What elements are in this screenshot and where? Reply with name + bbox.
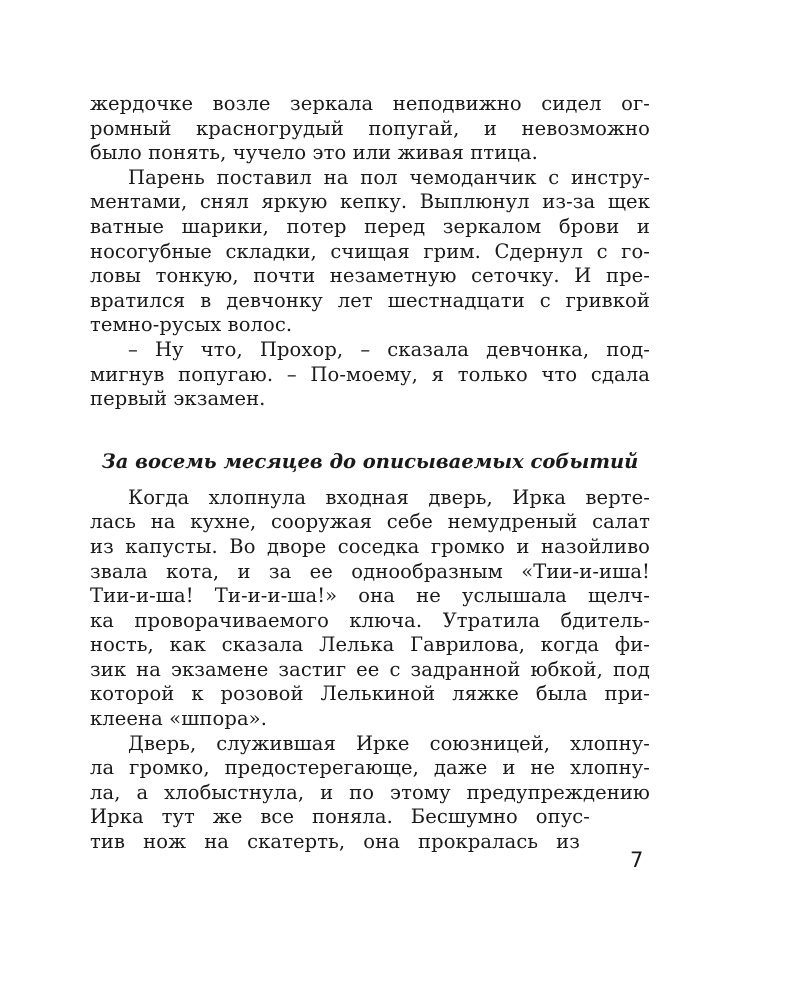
page-number: 7 <box>630 848 644 872</box>
text-line: вратился в девчонку лет шестнадцати с гривкой <box>90 288 650 312</box>
text-line: ловы тонкую, почти незаметную сеточку. И пре- <box>90 264 650 288</box>
paragraph-1 <box>90 92 650 166</box>
text-line: ватные шарики, потер перед зеркалом брови и <box>90 214 650 238</box>
text-line: клеена «шпора». <box>90 707 268 731</box>
text-line: лась на кухне, сооружая себе немудреный салат <box>90 510 650 534</box>
section-heading: За восемь месяцев до описываемых событий <box>101 449 639 473</box>
text-line: Парень поставил на пол чемоданчик с инстру- <box>128 165 650 189</box>
text-line: звала кота, и за ее однообразным «Тии-и-иша! <box>90 559 650 583</box>
text-line: Тии-и-ша! Ти-и-и-ша!» она не услышала щелч- <box>90 584 650 608</box>
paragraph-2 <box>90 166 650 338</box>
text-line: Когда хлопнула входная дверь, Ирка верте- <box>128 485 650 509</box>
paragraph-5 <box>90 732 650 855</box>
text-line: из капусты. Во дворе соседка громко и назойливо <box>90 534 650 558</box>
paragraph-4 <box>90 486 650 732</box>
text-line: первый экзамен. <box>90 387 266 411</box>
text-line: Дверь, служившая Ирке союзницей, хлопну- <box>128 731 650 755</box>
book-page <box>90 92 650 855</box>
text-line: зик на экзамене застиг ее с задранной юбкой, под <box>90 657 650 681</box>
text-line: которой к розовой Лелькиной ляжке была при- <box>90 682 650 706</box>
text-line: было понять, чучело это или живая птица. <box>90 141 538 165</box>
text-line: тив нож на скатерть, она прокралась из <box>90 830 580 854</box>
text-line: темно-русых волос. <box>90 313 293 337</box>
text-line: ла громко, предостерегающе, даже и не хлопну- <box>90 756 650 780</box>
text-line: ментами, снял яркую кепку. Выплюнул из-за щек <box>90 190 650 214</box>
paragraph-3 <box>90 338 650 412</box>
text-line: Ирка тут же все поняла. Бесшумно опус- <box>90 805 590 829</box>
text-line: ность, как сказала Лелька Гаврилова, когда фи- <box>90 633 650 657</box>
text-line: мигнув попугаю. – По-моему, я только что сдала <box>90 362 650 386</box>
text-line: – Ну что, Прохор, – сказала девчонка, под- <box>128 337 650 361</box>
text-line: ка проворачиваемого ключа. Утратила бдитель- <box>90 608 650 632</box>
text-line: носогубные складки, счищая грим. Сдернул с го- <box>90 239 650 263</box>
text-line: ромный красногрудый попугай, и невозможно <box>90 116 650 140</box>
text-line: жердочке возле зеркала неподвижно сидел ог- <box>90 92 650 115</box>
text-line: ла, а хлобыстнула, и по этому предупреждению <box>90 780 650 804</box>
